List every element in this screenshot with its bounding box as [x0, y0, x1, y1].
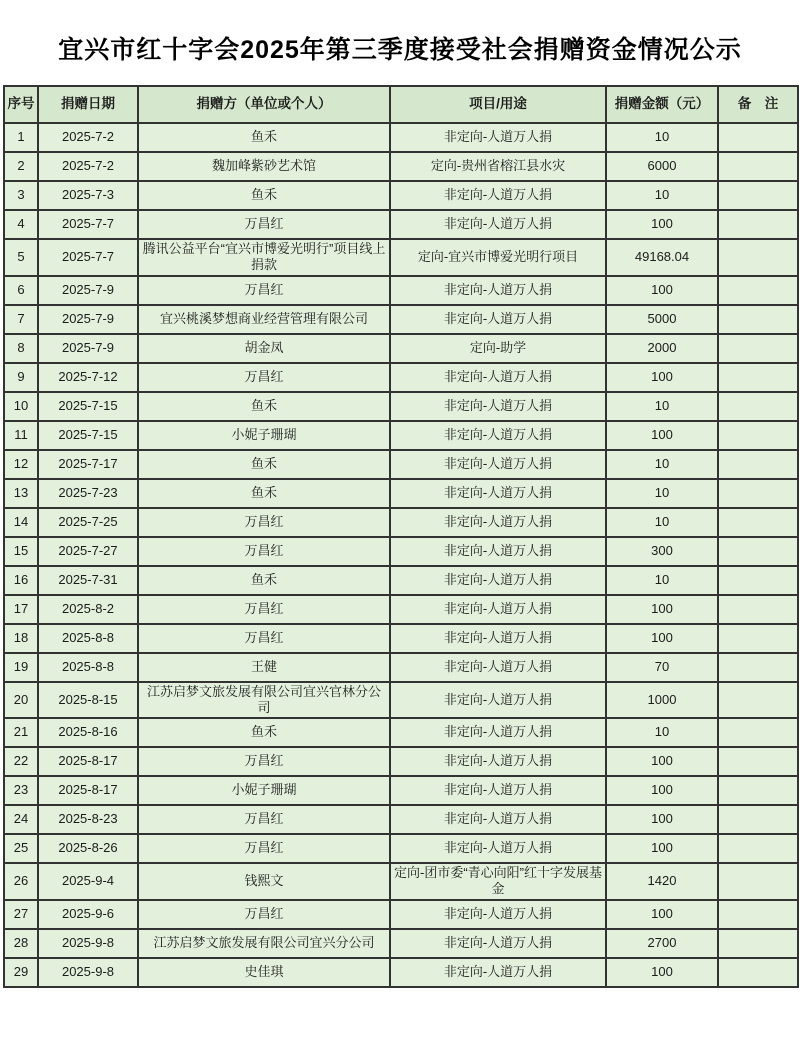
cell-amount: 70 [606, 653, 718, 682]
cell-index: 13 [4, 479, 38, 508]
table-row [4, 239, 798, 276]
table-row [4, 181, 798, 210]
cell-index: 24 [4, 805, 38, 834]
cell-index: 7 [4, 305, 38, 334]
cell-index: 12 [4, 450, 38, 479]
donation-table [3, 85, 799, 988]
column-header-amount: 捐赠金额（元） [606, 86, 718, 123]
cell-remark [718, 834, 798, 863]
cell-date: 2025-9-8 [38, 958, 138, 987]
cell-remark [718, 900, 798, 929]
cell-index: 17 [4, 595, 38, 624]
cell-donor: 鱼禾 [138, 718, 390, 747]
cell-purpose: 非定向-人道万人捐 [390, 595, 606, 624]
cell-remark [718, 653, 798, 682]
cell-remark [718, 805, 798, 834]
cell-purpose: 非定向-人道万人捐 [390, 450, 606, 479]
column-header-purpose: 项目/用途 [390, 86, 606, 123]
table-row [4, 334, 798, 363]
cell-donor: 鱼禾 [138, 450, 390, 479]
cell-date: 2025-9-8 [38, 929, 138, 958]
cell-purpose: 非定向-人道万人捐 [390, 392, 606, 421]
cell-donor: 小妮子珊瑚 [138, 421, 390, 450]
column-header-date: 捐赠日期 [38, 86, 138, 123]
cell-amount: 100 [606, 624, 718, 653]
cell-donor: 宜兴桃溪梦想商业经营管理有限公司 [138, 305, 390, 334]
cell-purpose: 非定向-人道万人捐 [390, 718, 606, 747]
table-row [4, 929, 798, 958]
cell-purpose: 非定向-人道万人捐 [390, 508, 606, 537]
cell-donor: 江苏启梦文旅发展有限公司宜兴分公司 [138, 929, 390, 958]
cell-amount: 1420 [606, 863, 718, 900]
table-row [4, 805, 798, 834]
cell-index: 28 [4, 929, 38, 958]
cell-amount: 100 [606, 421, 718, 450]
cell-date: 2025-7-2 [38, 123, 138, 152]
cell-remark [718, 305, 798, 334]
cell-purpose: 定向-贵州省榕江县水灾 [390, 152, 606, 181]
cell-amount: 300 [606, 537, 718, 566]
cell-purpose: 非定向-人道万人捐 [390, 653, 606, 682]
cell-date: 2025-7-17 [38, 450, 138, 479]
cell-purpose: 非定向-人道万人捐 [390, 363, 606, 392]
cell-remark [718, 718, 798, 747]
cell-index: 21 [4, 718, 38, 747]
cell-purpose: 非定向-人道万人捐 [390, 624, 606, 653]
cell-donor: 万昌红 [138, 834, 390, 863]
cell-purpose: 非定向-人道万人捐 [390, 566, 606, 595]
cell-remark [718, 958, 798, 987]
page-title: 宜兴市红十字会2025年第三季度接受社会捐赠资金情况公示 [58, 36, 742, 64]
table-row [4, 566, 798, 595]
cell-index: 10 [4, 392, 38, 421]
table-row [4, 863, 798, 900]
cell-purpose: 非定向-人道万人捐 [390, 181, 606, 210]
cell-index: 8 [4, 334, 38, 363]
cell-remark [718, 537, 798, 566]
cell-amount: 100 [606, 834, 718, 863]
cell-purpose: 非定向-人道万人捐 [390, 834, 606, 863]
table-row [4, 508, 798, 537]
cell-purpose: 非定向-人道万人捐 [390, 958, 606, 987]
cell-donor: 鱼禾 [138, 392, 390, 421]
cell-purpose: 非定向-人道万人捐 [390, 805, 606, 834]
cell-remark [718, 239, 798, 276]
cell-donor: 王健 [138, 653, 390, 682]
cell-date: 2025-7-3 [38, 181, 138, 210]
cell-index: 27 [4, 900, 38, 929]
cell-remark [718, 152, 798, 181]
cell-remark [718, 776, 798, 805]
cell-amount: 6000 [606, 152, 718, 181]
cell-purpose: 定向-宜兴市博爱光明行项目 [390, 239, 606, 276]
cell-date: 2025-7-7 [38, 210, 138, 239]
cell-date: 2025-8-2 [38, 595, 138, 624]
cell-donor: 万昌红 [138, 624, 390, 653]
cell-date: 2025-9-4 [38, 863, 138, 900]
cell-purpose: 非定向-人道万人捐 [390, 123, 606, 152]
cell-purpose: 定向-助学 [390, 334, 606, 363]
cell-amount: 10 [606, 566, 718, 595]
cell-donor: 江苏启梦文旅发展有限公司宜兴官林分公司 [138, 682, 390, 719]
cell-purpose: 非定向-人道万人捐 [390, 210, 606, 239]
cell-date: 2025-8-15 [38, 682, 138, 719]
cell-purpose: 定向-团市委“青心向阳”红十字发展基金 [390, 863, 606, 900]
cell-donor: 鱼禾 [138, 123, 390, 152]
table-row [4, 718, 798, 747]
cell-amount: 100 [606, 210, 718, 239]
cell-index: 20 [4, 682, 38, 719]
cell-amount: 10 [606, 508, 718, 537]
cell-donor: 腾讯公益平台“宜兴市博爱光明行”项目线上捐款 [138, 239, 390, 276]
cell-remark [718, 863, 798, 900]
cell-amount: 10 [606, 181, 718, 210]
cell-amount: 100 [606, 958, 718, 987]
cell-index: 22 [4, 747, 38, 776]
cell-remark [718, 363, 798, 392]
cell-donor: 钱熙文 [138, 863, 390, 900]
table-row [4, 305, 798, 334]
cell-date: 2025-9-6 [38, 900, 138, 929]
cell-index: 1 [4, 123, 38, 152]
cell-remark [718, 123, 798, 152]
table-row [4, 747, 798, 776]
cell-index: 19 [4, 653, 38, 682]
cell-index: 26 [4, 863, 38, 900]
cell-amount: 1000 [606, 682, 718, 719]
cell-index: 3 [4, 181, 38, 210]
table-body [4, 123, 798, 987]
table-row [4, 450, 798, 479]
cell-date: 2025-8-17 [38, 776, 138, 805]
cell-purpose: 非定向-人道万人捐 [390, 305, 606, 334]
cell-amount: 10 [606, 718, 718, 747]
table-row [4, 624, 798, 653]
table-row [4, 210, 798, 239]
cell-donor: 万昌红 [138, 210, 390, 239]
table-row [4, 152, 798, 181]
cell-donor: 万昌红 [138, 595, 390, 624]
cell-purpose: 非定向-人道万人捐 [390, 276, 606, 305]
table-row [4, 958, 798, 987]
cell-date: 2025-7-25 [38, 508, 138, 537]
cell-date: 2025-7-2 [38, 152, 138, 181]
cell-donor: 万昌红 [138, 900, 390, 929]
cell-amount: 5000 [606, 305, 718, 334]
cell-donor: 鱼禾 [138, 566, 390, 595]
cell-purpose: 非定向-人道万人捐 [390, 747, 606, 776]
cell-remark [718, 181, 798, 210]
cell-amount: 100 [606, 776, 718, 805]
cell-remark [718, 276, 798, 305]
cell-date: 2025-7-23 [38, 479, 138, 508]
cell-date: 2025-8-26 [38, 834, 138, 863]
cell-donor: 史佳琪 [138, 958, 390, 987]
cell-purpose: 非定向-人道万人捐 [390, 682, 606, 719]
cell-purpose: 非定向-人道万人捐 [390, 776, 606, 805]
cell-remark [718, 334, 798, 363]
table-header [4, 86, 798, 123]
header-row [4, 86, 798, 123]
cell-remark [718, 747, 798, 776]
cell-donor: 小妮子珊瑚 [138, 776, 390, 805]
table-row [4, 479, 798, 508]
cell-date: 2025-7-9 [38, 305, 138, 334]
cell-purpose: 非定向-人道万人捐 [390, 900, 606, 929]
cell-remark [718, 595, 798, 624]
table-row [4, 900, 798, 929]
column-header-index: 序号 [4, 86, 38, 123]
cell-index: 6 [4, 276, 38, 305]
cell-amount: 49168.04 [606, 239, 718, 276]
cell-amount: 10 [606, 392, 718, 421]
cell-date: 2025-7-15 [38, 392, 138, 421]
cell-donor: 万昌红 [138, 805, 390, 834]
cell-date: 2025-8-8 [38, 653, 138, 682]
cell-remark [718, 682, 798, 719]
table-row [4, 276, 798, 305]
cell-amount: 10 [606, 450, 718, 479]
cell-index: 5 [4, 239, 38, 276]
cell-date: 2025-8-17 [38, 747, 138, 776]
cell-index: 25 [4, 834, 38, 863]
cell-purpose: 非定向-人道万人捐 [390, 479, 606, 508]
cell-date: 2025-7-7 [38, 239, 138, 276]
cell-donor: 万昌红 [138, 747, 390, 776]
cell-remark [718, 479, 798, 508]
cell-amount: 100 [606, 900, 718, 929]
cell-remark [718, 624, 798, 653]
cell-donor: 鱼禾 [138, 181, 390, 210]
table-row [4, 834, 798, 863]
cell-date: 2025-7-9 [38, 334, 138, 363]
cell-purpose: 非定向-人道万人捐 [390, 421, 606, 450]
cell-donor: 万昌红 [138, 508, 390, 537]
column-header-remark: 备 注 [718, 86, 798, 123]
cell-donor: 魏加峰紫砂艺术馆 [138, 152, 390, 181]
cell-index: 15 [4, 537, 38, 566]
cell-amount: 100 [606, 747, 718, 776]
cell-index: 2 [4, 152, 38, 181]
cell-amount: 2700 [606, 929, 718, 958]
cell-amount: 100 [606, 595, 718, 624]
table-row [4, 363, 798, 392]
cell-date: 2025-8-23 [38, 805, 138, 834]
table-row [4, 653, 798, 682]
cell-date: 2025-7-12 [38, 363, 138, 392]
cell-index: 4 [4, 210, 38, 239]
cell-remark [718, 566, 798, 595]
cell-amount: 100 [606, 363, 718, 392]
cell-remark [718, 421, 798, 450]
table-row [4, 392, 798, 421]
cell-donor: 万昌红 [138, 537, 390, 566]
cell-index: 14 [4, 508, 38, 537]
cell-amount: 2000 [606, 334, 718, 363]
cell-index: 23 [4, 776, 38, 805]
cell-date: 2025-8-16 [38, 718, 138, 747]
table-row [4, 682, 798, 719]
cell-index: 11 [4, 421, 38, 450]
cell-date: 2025-7-9 [38, 276, 138, 305]
table-row [4, 537, 798, 566]
cell-donor: 胡金凤 [138, 334, 390, 363]
cell-remark [718, 929, 798, 958]
cell-index: 18 [4, 624, 38, 653]
cell-date: 2025-7-31 [38, 566, 138, 595]
cell-remark [718, 210, 798, 239]
cell-purpose: 非定向-人道万人捐 [390, 929, 606, 958]
cell-index: 29 [4, 958, 38, 987]
cell-purpose: 非定向-人道万人捐 [390, 537, 606, 566]
table-row [4, 776, 798, 805]
cell-amount: 10 [606, 123, 718, 152]
column-header-donor: 捐赠方（单位或个人） [138, 86, 390, 123]
cell-index: 9 [4, 363, 38, 392]
table-row [4, 421, 798, 450]
cell-index: 16 [4, 566, 38, 595]
cell-date: 2025-8-8 [38, 624, 138, 653]
cell-amount: 100 [606, 805, 718, 834]
cell-date: 2025-7-27 [38, 537, 138, 566]
cell-donor: 万昌红 [138, 276, 390, 305]
cell-remark [718, 508, 798, 537]
cell-remark [718, 450, 798, 479]
cell-donor: 鱼禾 [138, 479, 390, 508]
cell-remark [718, 392, 798, 421]
table-row [4, 123, 798, 152]
cell-date: 2025-7-15 [38, 421, 138, 450]
cell-amount: 10 [606, 479, 718, 508]
table-row [4, 595, 798, 624]
cell-donor: 万昌红 [138, 363, 390, 392]
cell-amount: 100 [606, 276, 718, 305]
